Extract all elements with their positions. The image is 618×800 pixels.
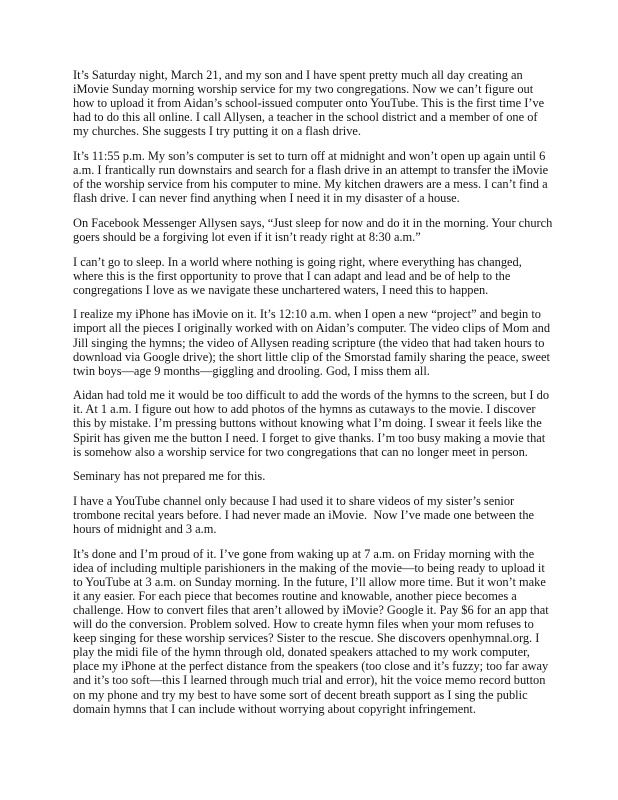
paragraph: I have a YouTube channel only because I had used it to share videos of my sister’s senior trombone recital years before. I had never made an iMovie. Now I’ve made one between the hours of midnight and 3 a.m.	[73, 493, 538, 537]
document-body-text	[73, 68, 554, 716]
paragraph: Aidan had told me it would be too difficult to add the words of the hymns to the screen, but I do it. At 1 a.m. I figure out how to add photos of the hymns as cutaways to the movie. I discover this by mistake. I’m pressing buttons without knowing what I’m doing. I swear it feels like the Spirit has given me the button I need. I forget to give thanks. I’m too busy making a movie that is somehow also a worship service for two congregations that can no longer meet in person.	[73, 388, 553, 459]
paragraph: It’s done and I’m proud of it. I’ve gone from waking up at 7 a.m. on Friday morning with the idea of including multiple parishioners in the making of the movie—to being ready to upload it to YouTube at 3 a.m. on Sunday morning. In the future, I’ll allow more time. But it won’t make it any easier. For each piece that becomes routine and knowable, another piece becomes a challenge. How to convert files that aren’t allowed by iMovie? Google it. Pay $6 for an app that will do the conversion. Problem solved. How to create hymn files when your mom refuses to keep singing for these worship services? Sister to the rescue. She discovers openhymnal.org. I play the midi file of the hymn through old, donated speakers attached to my work computer, place my iPhone at the perfect distance from the speakers (too close and it’s fuzzy; too far away and it’s too soft—this I learned through much trial and error), hit the voice memo record button on my phone and try my best to have some sort of decent breath support as I sing the public domain hymns that I can include without worrying about copyright infringement.	[73, 546, 552, 716]
paragraph: I can’t go to sleep. In a world where nothing is going right, where everything has changed, where this is the first opportunity to prove that I can adapt and lead and be of help to the congregations I love as we navigate these unchartered waters, I need this to happen.	[73, 254, 525, 297]
paragraph: It’s Saturday night, March 21, and my son and I have spent pretty much all day creating an iMovie Sunday morning worship service for my two congregations. Now we can’t figure out how to upload it from Aidan’s school-issued computer onto YouTube. This is the first time I’ve had to do this all online. I call Allysen, a teacher in the school district and a member of one of my churches. She suggests I try putting it on a flash drive.	[73, 68, 548, 139]
paragraph: I realize my iPhone has iMovie on it. It’s 12:10 a.m. when I open a new “project” and begin to import all the pieces I originally worked with on Aidan’s computer. The video clips of Mom and Jill singing the hymns; the video of Allysen reading scripture (the video that had taken hours to download via Google drive); the short little clip of the Smorstad family sharing the peace, sweet twin boys—age 9 months—giggling and drooling. God, I miss them all.	[73, 307, 554, 378]
paragraph: On Facebook Messenger Allysen says, “Just sleep for now and do it in the morning. Your church goers should be a forgiving lot even if it isn’t ready right at 8:30 a.m.”	[73, 215, 556, 244]
paragraph: Seminary has not prepared me for this.	[73, 469, 266, 484]
paragraph: It’s 11:55 p.m. My son’s computer is set to turn off at midnight and won’t open up again until 6 a.m. I frantically run downstairs and search for a flash drive in an attempt to transfer the iMovie of the worship service from his computer to mine. My kitchen drawers are a mess. I can’t find a flash drive. I can never find anything when I need it in my disaster of a house.	[73, 148, 552, 206]
